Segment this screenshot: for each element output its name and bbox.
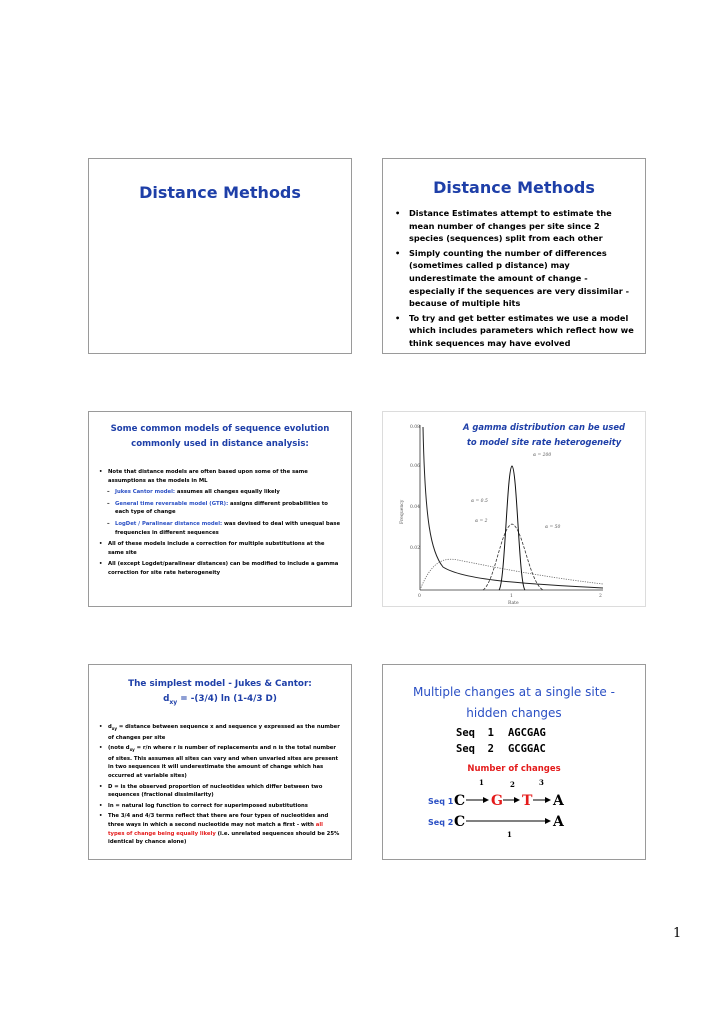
change-number: 2 (510, 780, 515, 789)
slide-5 (88, 664, 352, 860)
slide-2-bullet: • To try and get better estimates we use a model which includes parameters which reflect how we think sequences may have evolved (395, 312, 635, 350)
curve-label: α = 200 (533, 453, 552, 458)
slide-5-bullet: • ln = natural log function to correct for superimposed substitutions (99, 802, 341, 811)
seq-2-string: GCGGAC (507, 742, 546, 755)
slide-3-subbullet (99, 488, 341, 497)
y-tick-label: 0.04 (410, 505, 421, 510)
model-name: General time reversable model (GTR): (115, 500, 229, 507)
slide-5-bullets (99, 723, 341, 847)
change-number: 1 (479, 778, 484, 787)
curve-alpha-2 (420, 559, 603, 590)
slide-1 (88, 158, 352, 354)
slide-5-bullet (99, 723, 341, 742)
formula-d: d (163, 694, 170, 704)
slide-4-title-line1: A gamma distribution can be used (462, 422, 626, 432)
seq-1-label: Seq 1 (456, 727, 494, 739)
y-tick-label: 0.08 (410, 425, 421, 430)
curve-label: α = 50 (545, 525, 561, 530)
x-tick-label: 1 (510, 594, 513, 599)
slide-3-bullet: • All of these models include a correction for multiple substitutions at the same site (99, 540, 341, 557)
bullet-text: (note d (108, 745, 130, 752)
jukes-cantor-formula (89, 694, 351, 706)
slide-6-title-line2: hidden changes (466, 706, 562, 720)
bullet-text: d (108, 724, 112, 730)
slide-3-title (89, 422, 351, 452)
slide-2 (382, 158, 646, 354)
bullet-sub: xy (111, 726, 117, 732)
slide-4-title-line2: to model site rate heterogeneity (466, 437, 622, 447)
model-desc: assigns different probabilities to each type of change (115, 500, 328, 516)
seq-2-label: Seq 2 (456, 742, 494, 755)
curve-label: α = 0.5 (471, 499, 488, 504)
slide-2-bullet: • Simply counting the number of differences (sometimes called p distance) may underestimate the amount of change - especially if the sequences are very dissimilar - because of multiple hits (395, 247, 635, 310)
change-number: 3 (539, 778, 544, 787)
seq-1-row (456, 726, 546, 742)
slide-5-bullet (99, 744, 341, 780)
slide-3-title-line1: Some common models of sequence evolution (110, 424, 330, 434)
slide-3-subbullet (99, 500, 341, 517)
slide-2-title: Distance Methods (433, 178, 595, 197)
y-axis-label: Frequency (400, 499, 405, 524)
nucleotide: G (491, 793, 503, 809)
curve-label: α = 2 (475, 519, 488, 524)
change-number: 1 (507, 830, 512, 839)
model-name: LogDet / Paralinear distance model: (115, 520, 223, 527)
number-of-changes-label: Number of changes (467, 764, 561, 774)
bullet-text: = distance between sequence x and sequence y expressed as the number of changes per site (108, 724, 340, 741)
y-tick-label: 0.02 (410, 546, 421, 551)
bullet-text: (i.e. unrelated sequences should be 25% identical by chance alone) (108, 830, 340, 846)
slide-3-bullets (99, 468, 341, 578)
seq-alignment (456, 726, 546, 757)
x-tick-label: 2 (599, 594, 602, 599)
row-1-label: Seq 1 (428, 797, 454, 806)
slide-6-title (383, 682, 645, 724)
slide-2-bullet: • Distance Estimates attempt to estimate the mean number of changes per site since 2 species (sequences) split from each other (395, 207, 635, 245)
slide-1-title: Distance Methods (139, 183, 301, 202)
bullet-text: = r/n where r is number of replacements and n is the total number of sites. This assumes all sites can vary and when unvaried sites are present in two sequences it will underestimate the amount of change which has occurred at variable sites) (108, 745, 339, 780)
model-desc: was devised to deal with unequal base frequencies in different sequences (115, 520, 341, 536)
slide-3 (88, 411, 352, 607)
nucleotide: A (553, 814, 564, 830)
x-tick-label: 0 (418, 594, 421, 599)
nucleotide: T (522, 793, 533, 809)
model-name: Jukes Cantor model: (115, 489, 176, 496)
page-number: 1 (673, 926, 682, 941)
slide-3-subbullet (99, 520, 341, 537)
curve-alpha-200 (499, 466, 525, 590)
bullet-text: The 3/4 and 4/3 terms reflect that there are four types of nucleotides and three ways in which a second nucleotide may not match a first - with (108, 813, 329, 829)
seq-2-row (456, 742, 546, 758)
bullet-highlight: all types of change being equally likely (108, 822, 324, 837)
hidden-changes-diagram (383, 775, 645, 855)
nucleotide: C (454, 814, 466, 830)
curve-alpha-0.5 (423, 427, 603, 588)
slide-3-bullet: • Note that distance models are often based upon some of the same assumptions as the models in ML (99, 468, 341, 485)
slide-6 (382, 664, 646, 860)
formula-rest: = -(3/4) ln (1-4/3 D) (177, 694, 277, 704)
gamma-distribution-plot (383, 412, 645, 606)
formula-sub: xy (169, 698, 178, 706)
slide-6-title-line1: Multiple changes at a single site - (413, 685, 615, 699)
slide-5-bullet (99, 812, 341, 846)
slide-5-title: The simplest model - Jukes & Cantor: (128, 679, 312, 689)
nucleotide: C (454, 793, 466, 809)
slide-4 (382, 411, 646, 607)
slide-5-bullet: • D = is the observed proportion of nucleotides which differ between two sequences (fractional dissimilarity) (99, 783, 341, 800)
seq-1-string: AGCGAG (507, 727, 546, 739)
row-2-label: Seq 2 (428, 818, 454, 827)
bullet-sub: xy (129, 747, 135, 753)
y-tick-label: 0.06 (410, 464, 421, 469)
slide-3-title-line2: commonly used in distance analysis: (131, 439, 309, 449)
nucleotide: A (553, 793, 564, 809)
slide-3-bullet: • All (except Logdet/paralinear distances) can be modified to include a gamma correction for site rate heterogeneity (99, 560, 341, 577)
model-desc: assumes all changes equally likely (175, 489, 280, 496)
x-axis-label: Rate (508, 601, 519, 606)
slide-2-bullets (395, 207, 635, 350)
